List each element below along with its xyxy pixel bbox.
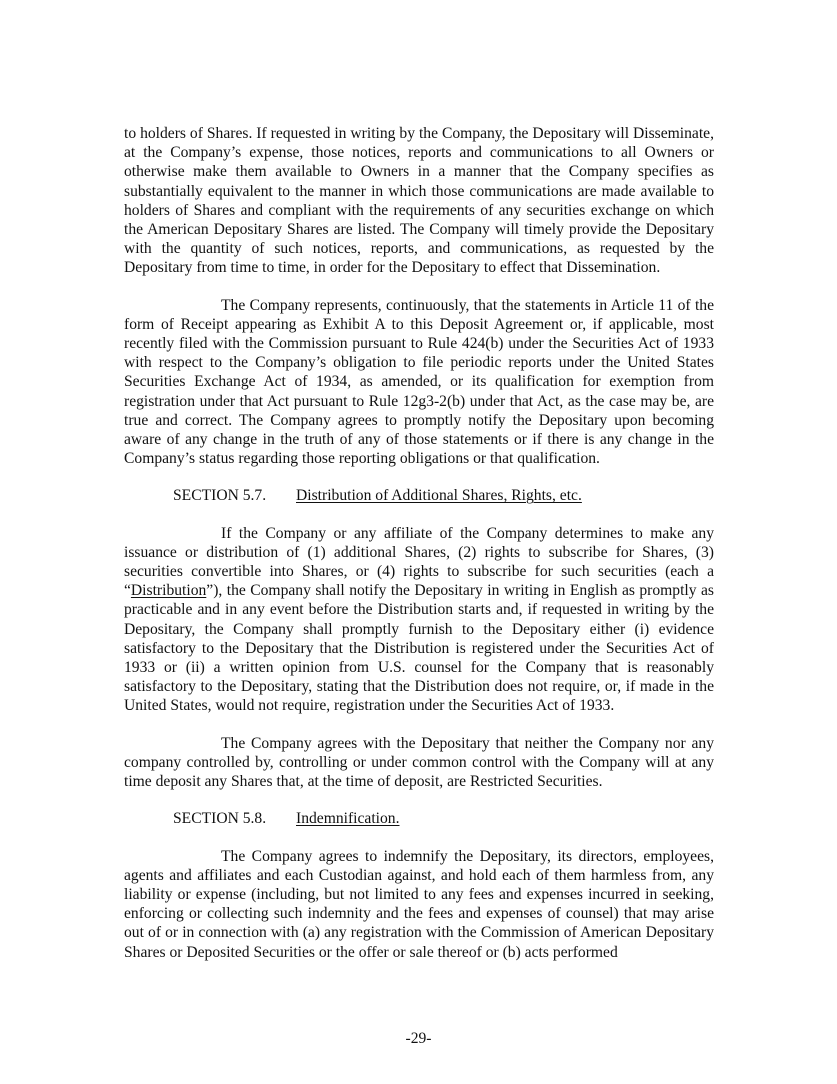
section-5-7-title: Distribution of Additional Shares, Rights, etc. [296,487,582,505]
section-5-8-heading [124,809,714,828]
paragraph-continued-dissemination: to holders of Shares. If requested in writing by the Company, the Depositary will Disseminate, at the Company’s expense, those notices, reports and communications to all Owners or otherwise make them available to Owners in a manner that the Company specifies as substantially equivalent to the manner in which those communications are made available to holders of Shares and compliant with the requirements of any securities exchange on which the American Depositary Shares are listed. The Company will timely provide the Depositary with the quantity of such notices, reports, and communications, as requested by the Depositary from time to time, in order for the Depositary to effect that Dissemination. [124,125,714,277]
section-5-8-number: SECTION 5.8. [173,810,267,828]
page-number: -29- [405,1030,432,1047]
section-5-8-title: Indemnification. [296,810,400,828]
section-5-7-number: SECTION 5.7. [173,487,267,505]
paragraph-distribution-notice [124,524,714,716]
distribution-text-before-term: If the Company or any affiliate of the Company determines to make any issuance or distribution of (1) additional Shares, (2) rights to subscribe for Shares, (3) securities convertible into Shares, or (4) rights to subscribe for such securities (each a “ [124,524,714,600]
section-5-7-heading [124,486,714,505]
paragraph-restricted-securities: The Company agrees with the Depositary that neither the Company nor any company controlled by, controlling or under common control with the Company will at any time deposit any Shares that, at the time of deposit, are Restricted Securities. [124,734,714,791]
defined-term-distribution: Distribution [130,582,207,600]
paragraph-company-representations: The Company represents, continuously, that the statements in Article 11 of the form of Receipt appearing as Exhibit A to this Deposit Agreement or, if applicable, most recently filed with the Commission pursuant to Rule 424(b) under the Securities Act of 1933 with respect to the Company’s obligation to file periodic reports under the United States Securities Exchange Act of 1934, as amended, or its qualification for exemption from registration under that Act pursuant to Rule 12g3-2(b) under that Act, as the case may be, are true and correct. The Company agrees to promptly notify the Depositary upon becoming aware of any change in the truth of any of those statements or if there is any change in the Company’s status regarding those reporting obligations or that qualification. [124,296,714,468]
distribution-text-after-term: ”), the Company shall notify the Depositary in writing in English as promptly as practicable and in any event before the Distribution starts and, if requested in writing by the Depositary, the Company shall promptly furnish to the Depositary either (i) evidence satisfactory to the Depositary that the Distribution is registered under the Securities Act of 1933 or (ii) a written opinion from U.S. counsel for the Company that is reasonably satisfactory to the Depositary, stating that the Distribution does not require, or, if made in the United States, would not require, registration under the Securities Act of 1933. [124,582,714,715]
document-page [124,124,714,962]
paragraph-indemnification: The Company agrees to indemnify the Depositary, its directors, employees, agents and affiliates and each Custodian against, and hold each of them harmless from, any liability or expense (including, but not limited to any fees and expenses incurred in seeking, enforcing or collecting such indemnity and the fees and expenses of counsel) that may arise out of or in connection with (a) any registration with the Commission of American Depositary Shares or Deposited Securities or the offer or sale thereof or (b) acts performed [124,847,714,961]
